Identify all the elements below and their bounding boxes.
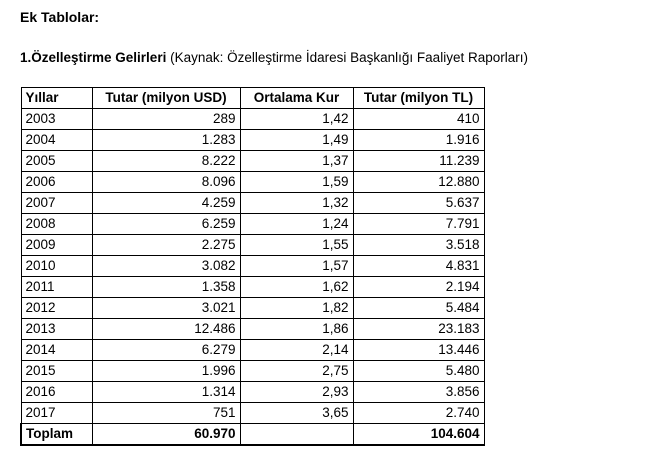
header-average-rate: Ortalama Kur bbox=[240, 88, 353, 109]
rate-cell: 2,14 bbox=[240, 340, 353, 361]
rate-cell: 1,62 bbox=[240, 277, 353, 298]
tl-cell: 1.916 bbox=[353, 130, 484, 151]
usd-cell: 1.283 bbox=[92, 130, 240, 151]
year-cell: 2013 bbox=[21, 319, 92, 340]
total-label-cell: Toplam bbox=[21, 424, 92, 446]
table-header-row bbox=[21, 88, 484, 109]
rate-cell: 3,65 bbox=[240, 403, 353, 424]
year-cell: 2011 bbox=[21, 277, 92, 298]
tl-cell: 3.856 bbox=[353, 382, 484, 403]
page-heading: Ek Tablolar: bbox=[20, 9, 100, 25]
year-cell: 2007 bbox=[21, 193, 92, 214]
tl-cell: 23.183 bbox=[353, 319, 484, 340]
rate-cell: 1,37 bbox=[240, 151, 353, 172]
usd-cell: 6.279 bbox=[92, 340, 240, 361]
table-total-row bbox=[21, 424, 484, 446]
usd-cell: 3.021 bbox=[92, 298, 240, 319]
usd-cell: 4.259 bbox=[92, 193, 240, 214]
usd-cell: 751 bbox=[92, 403, 240, 424]
total-usd-cell: 60.970 bbox=[92, 424, 240, 446]
rate-cell: 1,32 bbox=[240, 193, 353, 214]
year-cell: 2003 bbox=[21, 109, 92, 130]
table-row bbox=[21, 403, 484, 424]
caption-title: 1.Özelleştirme Gelirleri bbox=[20, 50, 167, 65]
rate-cell: 2,93 bbox=[240, 382, 353, 403]
usd-cell: 3.082 bbox=[92, 256, 240, 277]
total-rate-cell bbox=[240, 424, 353, 446]
usd-cell: 8.222 bbox=[92, 151, 240, 172]
usd-cell: 12.486 bbox=[92, 319, 240, 340]
table-row bbox=[21, 151, 484, 172]
total-tl-cell: 104.604 bbox=[353, 424, 484, 446]
usd-cell: 289 bbox=[92, 109, 240, 130]
table-row bbox=[21, 193, 484, 214]
header-amount-usd: Tutar (milyon USD) bbox=[92, 88, 240, 109]
tl-cell: 11.239 bbox=[353, 151, 484, 172]
usd-cell: 2.275 bbox=[92, 235, 240, 256]
tl-cell: 2.740 bbox=[353, 403, 484, 424]
year-cell: 2015 bbox=[21, 361, 92, 382]
table-row bbox=[21, 277, 484, 298]
rate-cell: 1,59 bbox=[240, 172, 353, 193]
usd-cell: 1.358 bbox=[92, 277, 240, 298]
tl-cell: 7.791 bbox=[353, 214, 484, 235]
header-years: Yıllar bbox=[21, 88, 92, 109]
table-row bbox=[21, 130, 484, 151]
table-row bbox=[21, 109, 484, 130]
rate-cell: 2,75 bbox=[240, 361, 353, 382]
year-cell: 2004 bbox=[21, 130, 92, 151]
year-cell: 2009 bbox=[21, 235, 92, 256]
usd-cell: 1.996 bbox=[92, 361, 240, 382]
caption-source: (Kaynak: Özelleştirme İdaresi Başkanlığı Faaliyet Raporları) bbox=[166, 50, 528, 65]
tl-cell: 5.480 bbox=[353, 361, 484, 382]
tl-cell: 3.518 bbox=[353, 235, 484, 256]
table-row bbox=[21, 298, 484, 319]
tl-cell: 2.194 bbox=[353, 277, 484, 298]
usd-cell: 8.096 bbox=[92, 172, 240, 193]
table-row bbox=[21, 361, 484, 382]
rate-cell: 1,24 bbox=[240, 214, 353, 235]
year-cell: 2012 bbox=[21, 298, 92, 319]
table-row bbox=[21, 235, 484, 256]
tl-cell: 4.831 bbox=[353, 256, 484, 277]
privatization-revenue-table bbox=[20, 87, 485, 446]
rate-cell: 1,42 bbox=[240, 109, 353, 130]
table-caption bbox=[20, 50, 528, 65]
usd-cell: 1.314 bbox=[92, 382, 240, 403]
year-cell: 2008 bbox=[21, 214, 92, 235]
table-row bbox=[21, 256, 484, 277]
header-amount-tl: Tutar (milyon TL) bbox=[353, 88, 484, 109]
year-cell: 2016 bbox=[21, 382, 92, 403]
tl-cell: 5.484 bbox=[353, 298, 484, 319]
table-row bbox=[21, 172, 484, 193]
table-row bbox=[21, 382, 484, 403]
year-cell: 2005 bbox=[21, 151, 92, 172]
rate-cell: 1,86 bbox=[240, 319, 353, 340]
year-cell: 2006 bbox=[21, 172, 92, 193]
year-cell: 2010 bbox=[21, 256, 92, 277]
table-row bbox=[21, 340, 484, 361]
usd-cell: 6.259 bbox=[92, 214, 240, 235]
rate-cell: 1,82 bbox=[240, 298, 353, 319]
rate-cell: 1,49 bbox=[240, 130, 353, 151]
year-cell: 2017 bbox=[21, 403, 92, 424]
year-cell: 2014 bbox=[21, 340, 92, 361]
tl-cell: 5.637 bbox=[353, 193, 484, 214]
tl-cell: 12.880 bbox=[353, 172, 484, 193]
rate-cell: 1,55 bbox=[240, 235, 353, 256]
tl-cell: 13.446 bbox=[353, 340, 484, 361]
table-row bbox=[21, 319, 484, 340]
rate-cell: 1,57 bbox=[240, 256, 353, 277]
tl-cell: 410 bbox=[353, 109, 484, 130]
table-row bbox=[21, 214, 484, 235]
